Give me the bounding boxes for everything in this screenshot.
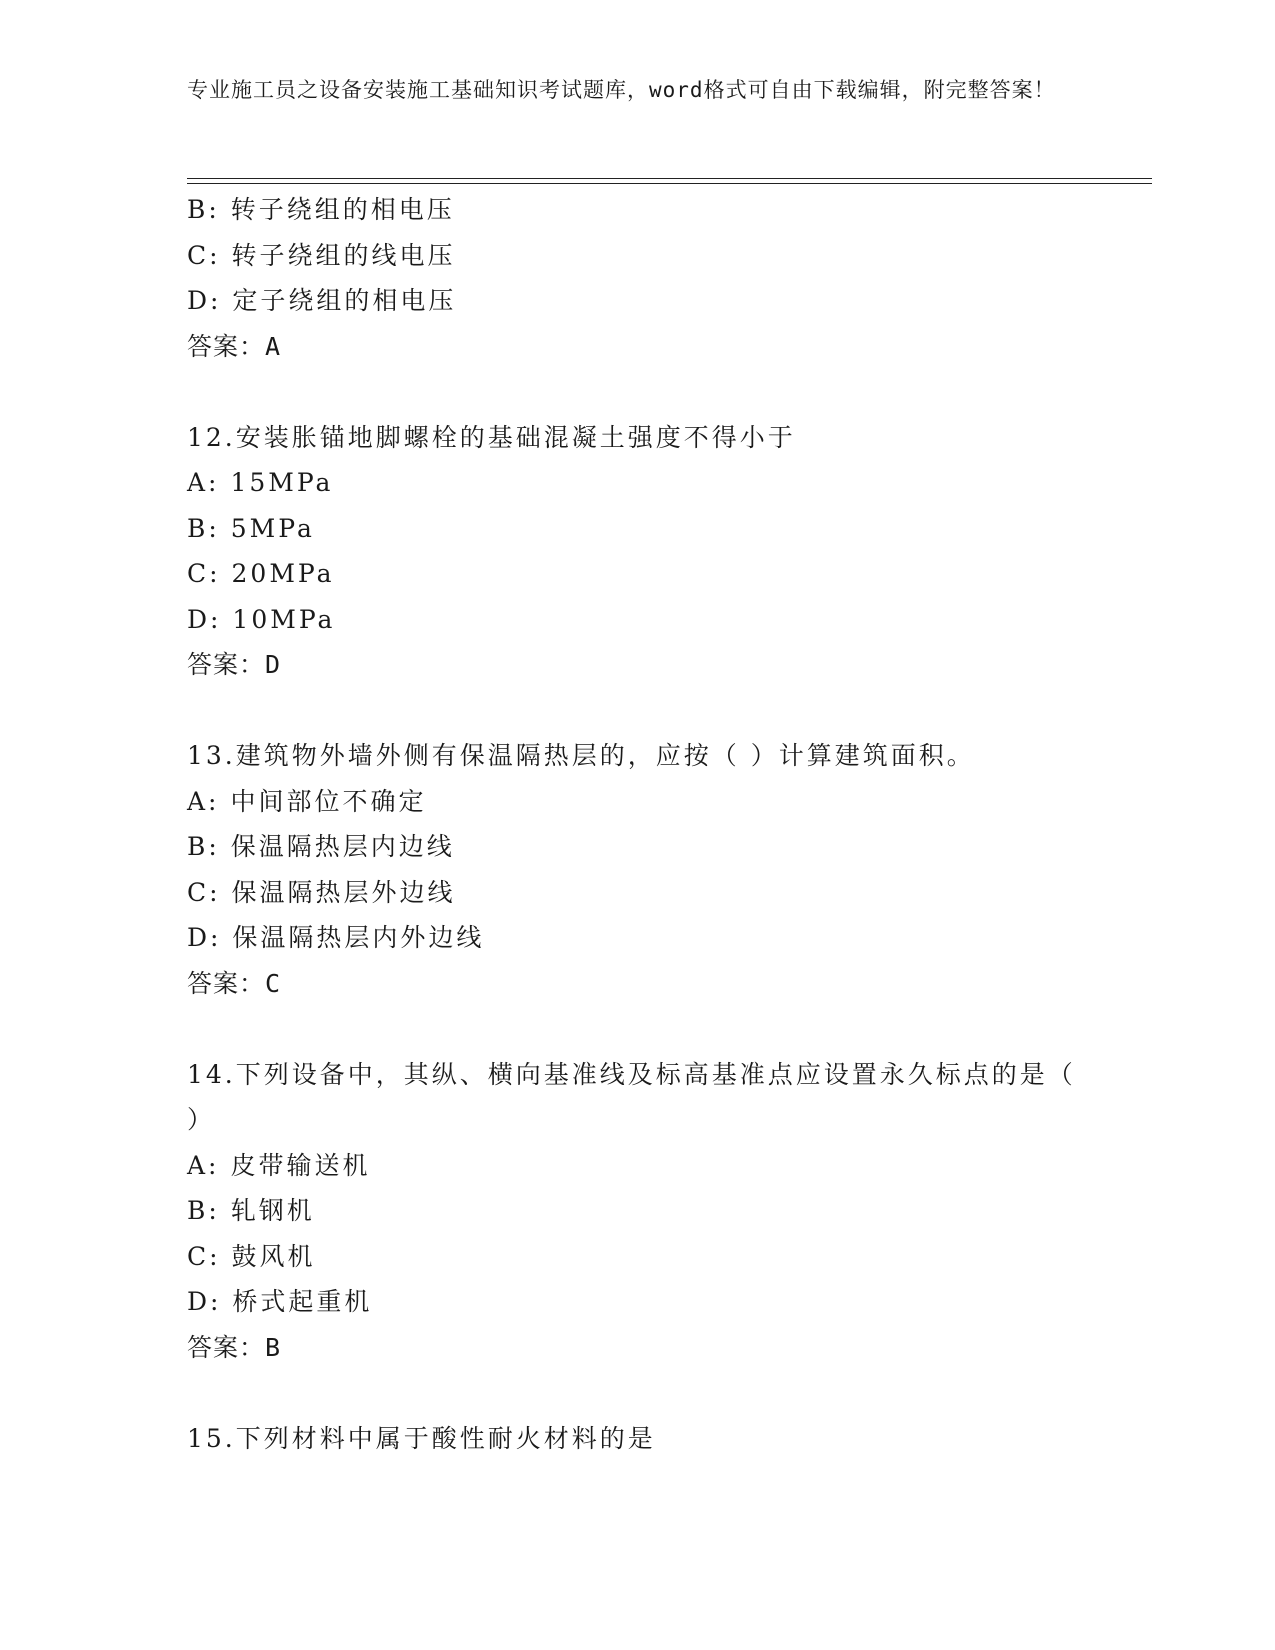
option-c: C: 鼓风机 bbox=[187, 1241, 316, 1271]
document-title: 专业施工员之设备安装施工基础知识考试题库，word格式可自由下载编辑，附完整答案！ bbox=[187, 78, 1056, 102]
question-list bbox=[187, 187, 1087, 1461]
question-15 bbox=[187, 1416, 1087, 1462]
option-d: D: 定子绕组的相电压 bbox=[187, 286, 457, 315]
question-stem: 12.安装胀锚地脚螺栓的基础混凝土强度不得小于 bbox=[187, 422, 796, 452]
answer-line: 答案：C bbox=[187, 968, 282, 998]
spacer bbox=[187, 1370, 1087, 1416]
spacer bbox=[187, 1006, 1087, 1052]
question-11-tail bbox=[187, 187, 1087, 369]
question-12 bbox=[187, 415, 1087, 688]
option-a: A: 中间部位不确定 bbox=[187, 786, 427, 816]
option-a: A: 皮带输送机 bbox=[187, 1150, 371, 1180]
option-d: D: 保温隔热层内外边线 bbox=[187, 923, 485, 952]
option-a: A: 15MPa bbox=[187, 468, 334, 497]
page-header bbox=[187, 74, 1067, 106]
option-c: C: 转子绕组的线电压 bbox=[187, 240, 456, 270]
spacer bbox=[187, 688, 1087, 734]
option-c: C: 20MPa bbox=[187, 559, 335, 588]
question-13 bbox=[187, 733, 1087, 1006]
option-b: B: 转子绕组的相电压 bbox=[187, 195, 455, 224]
header-double-rule bbox=[187, 178, 1152, 184]
spacer bbox=[187, 369, 1087, 415]
answer-line: 答案：D bbox=[187, 650, 282, 679]
answer-line: 答案：B bbox=[187, 1332, 282, 1362]
option-d: D: 10MPa bbox=[187, 604, 336, 634]
option-b: B: 保温隔热层内边线 bbox=[187, 832, 455, 861]
option-b: B: 轧钢机 bbox=[187, 1196, 315, 1225]
question-stem: 15.下列材料中属于酸性耐火材料的是 bbox=[187, 1423, 656, 1453]
option-b: B: 5MPa bbox=[187, 513, 315, 543]
option-c: C: 保温隔热层外边线 bbox=[187, 877, 456, 907]
option-d: D: 桥式起重机 bbox=[187, 1287, 373, 1316]
question-stem: 13.建筑物外墙外侧有保温隔热层的，应按（ ）计算建筑面积。 bbox=[187, 741, 975, 770]
question-14 bbox=[187, 1052, 1087, 1371]
question-stem: 14.下列设备中，其纵、横向基准线及标高基准点应设置永久标点的是（ ） bbox=[187, 1059, 1076, 1134]
answer-line: 答案：A bbox=[187, 331, 282, 361]
